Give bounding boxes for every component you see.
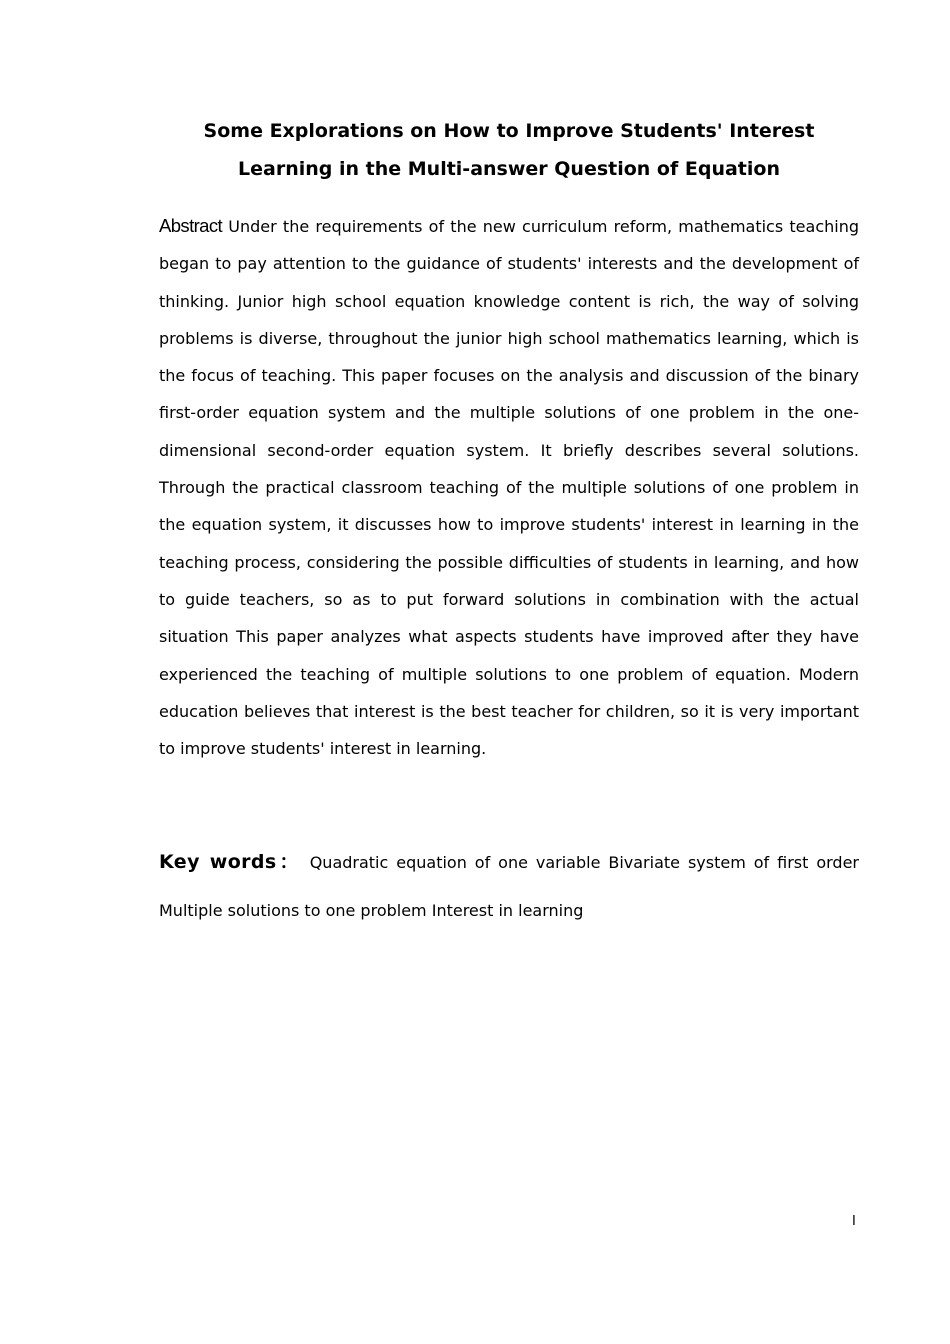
abstract-paragraph — [159, 207, 859, 767]
title-line-2: Learning in the Multi-answer Question of Equation — [238, 158, 780, 180]
title-line-1: Some Explorations on How to Improve Students' Interest — [203, 120, 815, 142]
abstract-text: Under the requirements of the new curriculum reform, mathematics teaching began to pay attention to the guidance of students' interests and the development of thinking. Junior high school equation knowledge content is rich, the way of solving problems is diverse, throughout the junior high school mathematics learning, which is the focus of teaching. This paper focuses on the analysis and discussion of the binary first-order equation system and the multiple solutions of one problem in the one-dimensional second-order equation system. It briefly describes several solutions. Through the practical classroom teaching of the multiple solutions of one problem in the equation system, it discusses how to improve students' interest in learning in the teaching process, considering the possible difficulties of students in learning, and how to guide teachers, so as to put forward solutions in combination with the actual situation This paper analyzes what aspects students have improved after they have experienced the teaching of multiple solutions to one problem of equation. Modern education believes that interest is the best teacher for children, so it is very important to improve students' interest in learning. — [159, 217, 859, 759]
keywords-label: Key words： — [159, 851, 302, 873]
abstract-label: Abstract — [159, 215, 223, 236]
keywords-paragraph — [159, 838, 859, 935]
keywords-text: Quadratic equation of one variable Bivariate system of first order Multiple solutions to one problem Interest in learning — [159, 853, 859, 920]
page-number: I — [852, 1214, 856, 1229]
paper-title — [159, 112, 859, 188]
